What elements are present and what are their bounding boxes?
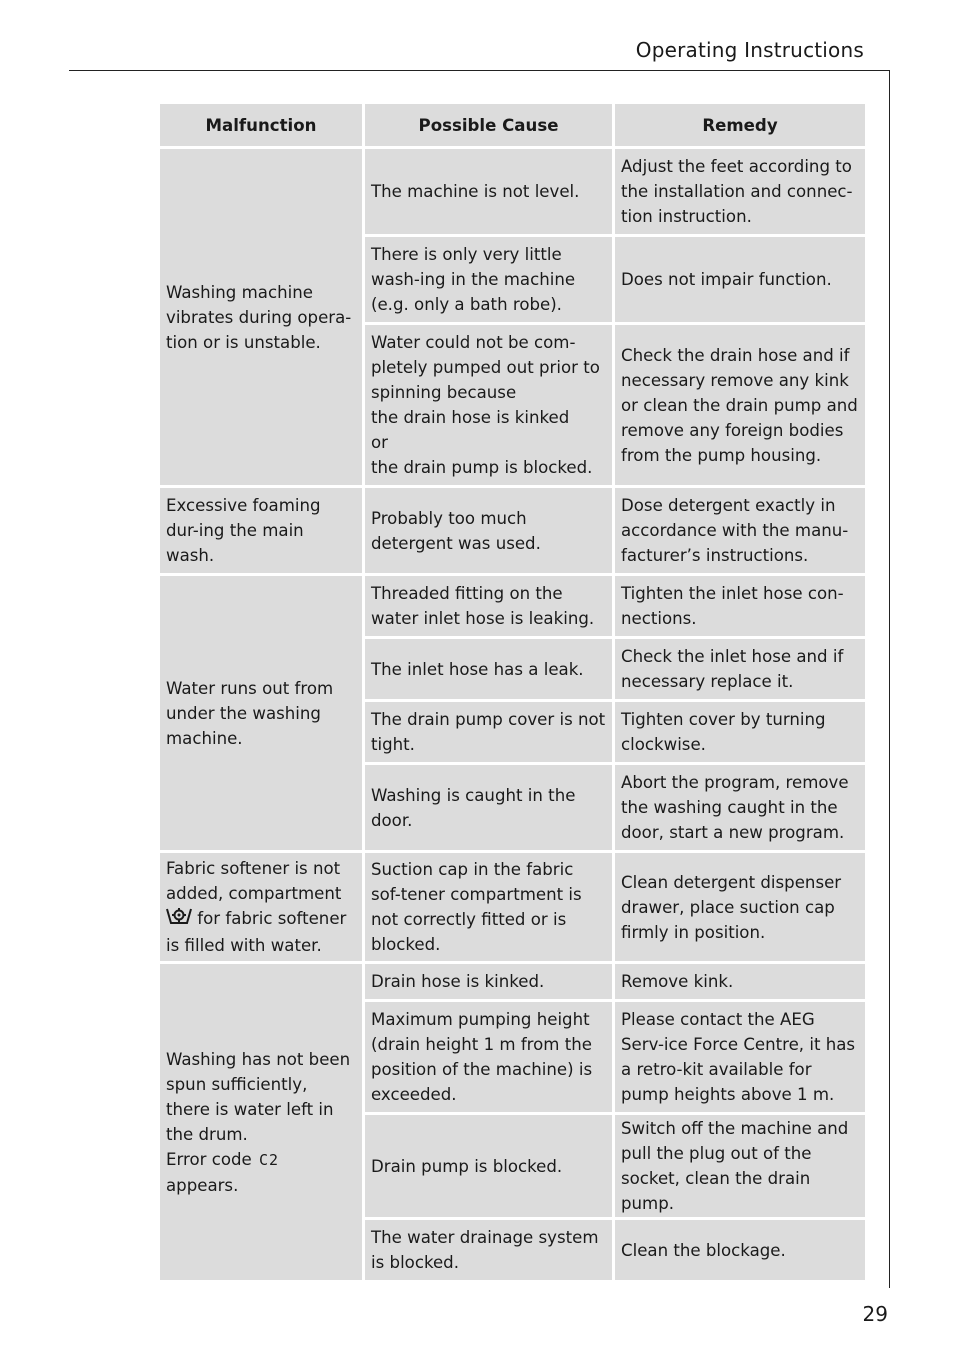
column-header-remedy: Remedy [615,104,865,146]
cause-cell: The water drainage system is blocked. [365,1220,612,1280]
troubleshooting-table [157,101,868,1283]
remedy-cell: Clean detergent dispenser drawer, place suction cap firmly in position. [615,853,865,961]
remedy-cell: Adjust the feet according to the installation and connec-tion instruction. [615,149,865,234]
column-header-malfunction: Malfunction [160,104,362,146]
fabric-softener-icon [166,906,192,933]
remedy-cell: Does not impair function. [615,237,865,322]
cause-cell [365,325,612,485]
cause-cell: Maximum pumping height (drain height 1 m from the position of the machine) is exceeded. [365,1002,612,1112]
remedy-cell: Remove kink. [615,964,865,999]
cause-cell: The machine is not level. [365,149,612,234]
table-row [160,964,865,999]
remedy-cell: Check the drain hose and if necessary remove any kink or clean the drain pump and remove any foreign bodies from the pump housing. [615,325,865,485]
page-header-title: Operating Instructions [635,38,864,62]
remedy-cell: Abort the program, remove the washing caught in the door, start a new program. [615,765,865,850]
malfunction-cell [160,964,362,1280]
error-code-display: C2 [259,1150,280,1169]
error-code-line [166,1147,356,1198]
malfunction-text: Fabric softener is not added, compartment [166,859,342,903]
remedy-cell: Clean the blockage. [615,1220,865,1280]
cause-cell: Drain hose is kinked. [365,964,612,999]
error-suffix: appears. [166,1175,239,1195]
cause-line: the drain hose is kinked [371,408,570,427]
cause-cell: Suction cap in the fabric sof-tener compartment is not correctly fitted or is blocked. [365,853,612,961]
table-header-row [160,104,865,146]
malfunction-cell: Excessive foaming dur-ing the main wash. [160,488,362,573]
cause-line: Water could not be com-pletely pumped out prior to spinning because [371,333,600,402]
page-number: 29 [862,1302,888,1326]
malfunction-cell [160,853,362,961]
cause-cell: Threaded fitting on the water inlet hose is leaking. [365,576,612,636]
remedy-cell: Please contact the AEG Serv-ice Force Centre, it has a retro-kit available for pump heights above 1 m. [615,1002,865,1112]
table-row [160,853,865,961]
malfunction-text: Washing has not been spun sufficiently, there is water left in the drum. [166,1049,351,1144]
cause-cell: The drain pump cover is not tight. [365,702,612,762]
cause-line: the drain pump is blocked. [371,458,593,477]
table-row [160,149,865,234]
margin-rule [889,70,890,1288]
error-prefix: Error code [166,1149,252,1169]
malfunction-text: for fabric softener is filled with water. [166,909,347,955]
remedy-cell: Tighten cover by turning clockwise. [615,702,865,762]
remedy-cell: Switch off the machine and pull the plug out of the socket, clean the drain pump. [615,1115,865,1217]
table-row [160,488,865,573]
malfunction-cell: Water runs out from under the washing machine. [160,576,362,850]
cause-cell: Washing is caught in the door. [365,765,612,850]
cause-cell: Drain pump is blocked. [365,1115,612,1217]
cause-cell: There is only very little wash-ing in the machine (e.g. only a bath robe). [365,237,612,322]
remedy-cell: Tighten the inlet hose con-nections. [615,576,865,636]
header-rule [69,70,890,71]
cause-line: or [371,433,388,452]
malfunction-cell: Washing machine vibrates during opera-tion or is unstable. [160,149,362,485]
remedy-cell: Dose detergent exactly in accordance with the manu-facturer’s instructions. [615,488,865,573]
cause-cell: Probably too much detergent was used. [365,488,612,573]
column-header-cause: Possible Cause [365,104,612,146]
remedy-cell: Check the inlet hose and if necessary replace it. [615,639,865,699]
table-row [160,576,865,636]
cause-cell: The inlet hose has a leak. [365,639,612,699]
